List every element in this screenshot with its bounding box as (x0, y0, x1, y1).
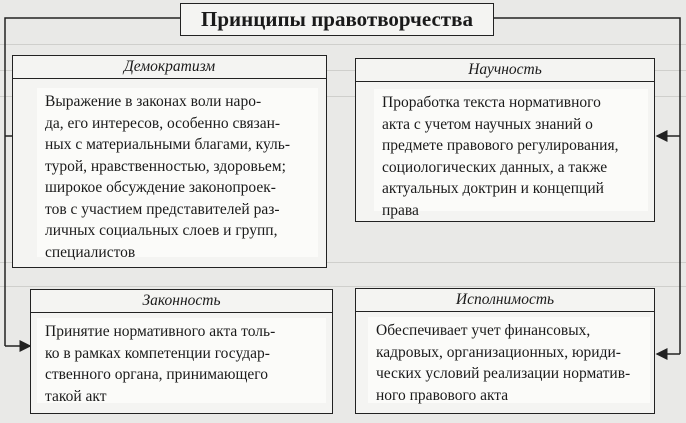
card-text: Обеспечивает учет финансовых, кадровых, организационных, юриди- ческих условий реализации норматив- ного правового акта (376, 322, 631, 404)
card-heading: Исполнимость (356, 289, 654, 312)
diagram-title (180, 3, 494, 36)
title-text: Принципы правотворчества (201, 7, 473, 31)
card-heading: Научность (356, 59, 654, 82)
card-text: Проработка текста нормативного акта с учетом научных знаний о предмете правового регулирования, социологических данных, а также актуальных доктрин и концепций права (382, 94, 619, 219)
card-body (368, 317, 650, 403)
card-science (355, 58, 655, 222)
card-body (37, 88, 318, 261)
card-text: Принятие нормативного акта толь- ко в рамках компетенции государ- ственного органа, принимающего такой акт (45, 323, 276, 405)
card-feasibility (355, 288, 655, 414)
card-heading: Законность (31, 290, 332, 313)
card-text: Выражение в законах воли наро- да, его интересов, особенно связан- ных с материальными благами, куль- турой, нравственностью, здоровьем; широкое обсуждение законопроек- тов с участием представителей раз- личных социальных слоев и групп, специалистов (45, 93, 291, 261)
card-body (37, 318, 326, 403)
card-democratism (12, 55, 327, 268)
card-body (374, 89, 648, 219)
card-heading: Демократизм (13, 56, 326, 79)
card-legality (30, 289, 333, 414)
